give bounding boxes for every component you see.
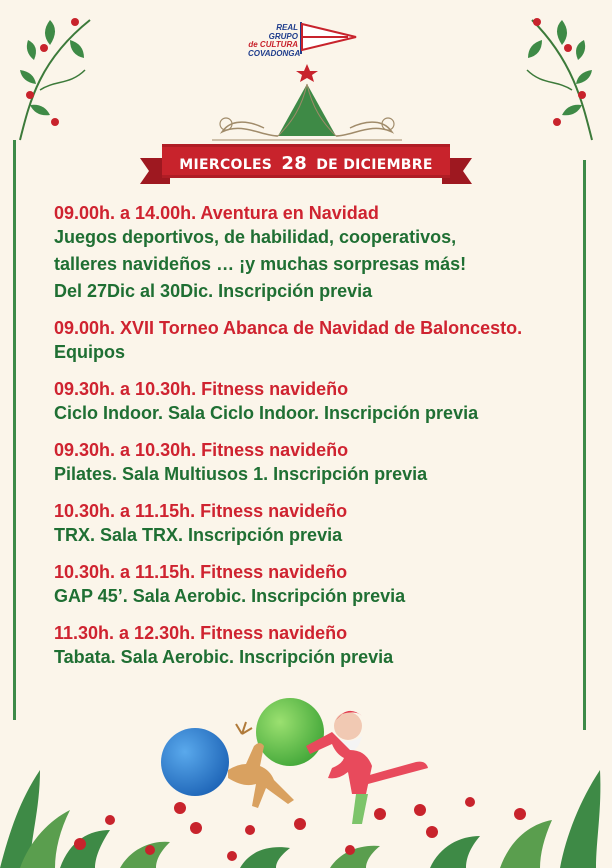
event-item (54, 500, 594, 561)
event-item (54, 202, 594, 317)
holly-branch-top-right (512, 0, 612, 150)
banner-month: DE DICIEMBRE (316, 157, 433, 173)
date-banner (162, 144, 450, 178)
christmas-tree-ornament (212, 62, 402, 142)
club-logo-text (248, 23, 301, 58)
left-border-line (13, 140, 16, 720)
event-title: 09.30h. a 10.30h. Fitness navideño (54, 440, 349, 460)
event-detail: Pilates. Sala Multiusos 1. Inscripción previa (54, 464, 428, 484)
event-item (54, 561, 594, 622)
event-detail: TRX. Sala TRX. Inscripción previa (54, 525, 343, 545)
logo-line-3: COVADONGA (248, 48, 301, 58)
event-title: 09.00h. XVII Torneo Abanca de Navidad de Baloncesto. (54, 318, 523, 338)
logo-line-2: de CULTURA (248, 40, 298, 49)
event-detail: Ciclo Indoor. Sala Ciclo Indoor. Inscripción previa (54, 403, 479, 423)
event-item (54, 317, 594, 378)
event-detail: GAP 45’. Sala Aerobic. Inscripción previa (54, 586, 406, 606)
event-detail: Tabata. Sala Aerobic. Inscripción previa (54, 647, 394, 667)
holly-branch-top-left (0, 0, 110, 150)
club-flag-icon (298, 20, 360, 54)
event-title: 10.30h. a 11.15h. Fitness navideño (54, 562, 348, 582)
event-item (54, 439, 594, 500)
banner-day-number: 28 (281, 153, 308, 174)
event-title: 09.30h. a 10.30h. Fitness navideño (54, 379, 349, 399)
event-title: 10.30h. a 11.15h. Fitness navideño (54, 501, 348, 521)
banner-day-name: MIERCOLES (179, 157, 273, 173)
event-title: 09.00h. a 14.00h. Aventura en Navidad (54, 203, 379, 223)
event-title: 11.30h. a 12.30h. Fitness navideño (54, 623, 348, 643)
events-list (54, 202, 594, 683)
event-detail: Juegos deportivos, de habilidad, cooperativos, (54, 227, 457, 247)
event-item (54, 622, 594, 683)
event-item (54, 378, 594, 439)
event-detail: Equipos (54, 342, 125, 362)
event-detail: talleres navideños … ¡y muchas sorpresas más! (54, 254, 467, 274)
holly-foliage-bottom (0, 740, 612, 868)
logo-line-1: REAL GRUPO (268, 23, 298, 41)
event-detail: Del 27Dic al 30Dic. Inscripción previa (54, 281, 373, 301)
